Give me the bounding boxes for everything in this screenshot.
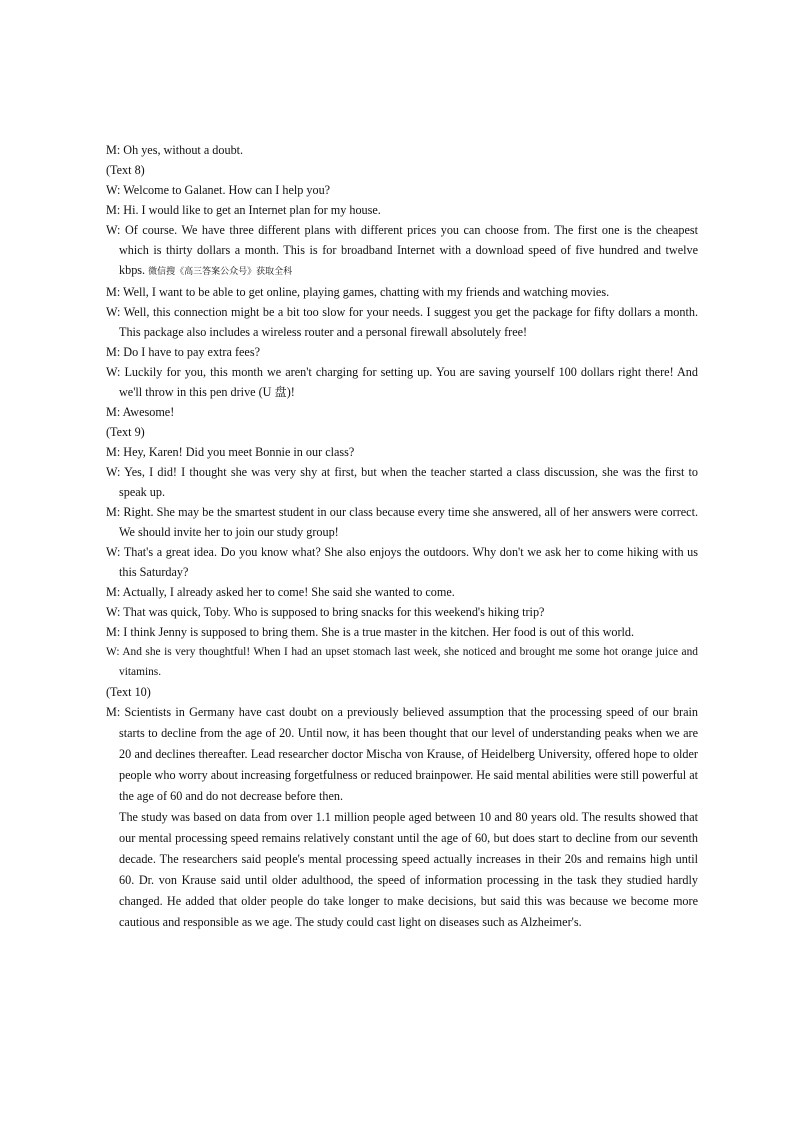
section-heading-text-8: (Text 8) <box>106 163 145 177</box>
dialogue-line: M: Hi. I would like to get an Internet plan for my house. <box>106 203 381 217</box>
dialogue-line: W: Yes, I did! I thought she was very shy at first, but when the teacher started a class discussion, she was the first to speak up. <box>106 465 698 499</box>
dialogue-line: M: Actually, I already asked her to come! She said she wanted to come. <box>106 585 455 599</box>
dialogue-line: W: Well, this connection might be a bit too slow for your needs. I suggest you get the package for fifty dollars a month. This package also includes a wireless router and a personal firewall absolutely free! <box>106 305 698 339</box>
dialogue-line: W: That was quick, Toby. Who is supposed to bring snacks for this weekend's hiking trip? <box>106 605 545 619</box>
dialogue-line: W: Luckily for you, this month we aren't charging for setting up. You are saving yourself 100 dollars right there! And we'll throw in this pen drive (U 盘)! <box>106 365 698 399</box>
section-heading-text-9: (Text 9) <box>106 425 145 439</box>
dialogue-line <box>106 220 698 282</box>
monologue-paragraph: The study was based on data from over 1.1 million people aged between 10 and 80 years old. The results showed that our mental processing speed remains relatively constant until the age of 60, but does start to decline from our seventh decade. The researchers said people's mental processing speed actually increases in their 20s and remains high until 60. Dr. von Krause said until older adulthood, the speed of information processing in the task they studied hardly changed. He added that older people do take longer to make decisions, but said this was because we become more cautious and responsible as we age. The study could cast light on diseases such as Alzheimer's. <box>119 810 698 929</box>
monologue-paragraph: M: Scientists in Germany have cast doubt on a previously believed assumption that the processing speed of our brain starts to decline from the age of 20. Until now, it has been thought that our level of understanding peaks when we are 20 and declines thereafter. Lead researcher doctor Mischa von Krause, of Heidelberg University, offered hope to older people who worry about increasing forgetfulness or reduced brainpower. He said mental abilities were still powerful at the age of 60 and do not decrease before then. <box>106 705 698 803</box>
dialogue-line: M: Awesome! <box>106 405 175 419</box>
dialogue-text: W: Of course. We have three different plans with different prices you can choose from. The first one is the cheapest which is thirty dollars a month. This is for broadband Internet with a download speed of five hundred and twelve kbps. <box>106 223 698 277</box>
watermark-note: 微信搜《高三答案公众号》获取全科 <box>148 267 293 277</box>
dialogue-line: M: Right. She may be the smartest student in our class because every time she answered, all of her answers were correct. We should invite her to join our study group! <box>106 505 698 539</box>
section-heading-text-10: (Text 10) <box>106 685 151 699</box>
dialogue-line: M: Oh yes, without a doubt. <box>106 143 244 157</box>
dialogue-line: W: That's a great idea. Do you know what? She also enjoys the outdoors. Why don't we ask her to come hiking with us this Saturday? <box>106 545 698 579</box>
dialogue-line: M: I think Jenny is supposed to bring them. She is a true master in the kitchen. Her food is out of this world. <box>106 625 635 639</box>
dialogue-line: W: And she is very thoughtful! When I had an upset stomach last week, she noticed and brought me some hot orange juice and vitamins. <box>106 646 698 678</box>
transcript-body <box>106 140 698 933</box>
dialogue-line: M: Well, I want to be able to get online, playing games, chatting with my friends and watching movies. <box>106 285 610 299</box>
dialogue-line: W: Welcome to Galanet. How can I help you? <box>106 183 331 197</box>
dialogue-line: M: Do I have to pay extra fees? <box>106 345 260 359</box>
dialogue-line: M: Hey, Karen! Did you meet Bonnie in our class? <box>106 445 355 459</box>
